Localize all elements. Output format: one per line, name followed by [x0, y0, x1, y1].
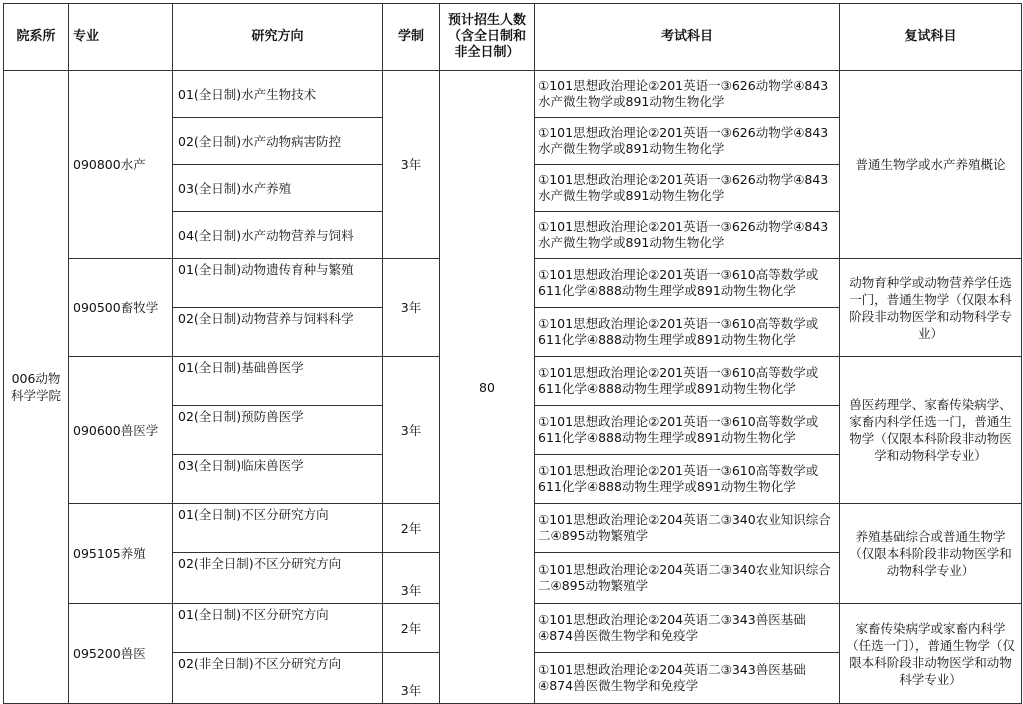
duration-cell: 2年: [383, 504, 440, 553]
exam-cell: ①101思想政治理论②204英语二③343兽医基础④874兽医微生物学和免疫学: [535, 604, 840, 653]
exam-cell: ①101思想政治理论②204英语二③340农业知识综合二④895动物繁殖学: [535, 504, 840, 553]
direction-cell: 01(全日制)基础兽医学: [173, 357, 383, 406]
exam-cell: ①101思想政治理论②201英语一③610高等数学或611化学④888动物生理学或891动物生物化学: [535, 455, 840, 504]
duration-cell: 3年: [383, 71, 440, 259]
dept-cell: 006动物科学学院: [4, 71, 69, 704]
retest-cell: 家畜传染病学或家畜内科学（任选一门），普通生物学（仅限本科阶段非动物医学和动物科学专业）: [840, 604, 1022, 704]
header-exam: 考试科目: [535, 4, 840, 71]
direction-cell: 01(全日制)动物遗传育种与繁殖: [173, 259, 383, 308]
duration-cell: 3年: [383, 653, 440, 704]
exam-cell: ①101思想政治理论②201英语一③626动物学④843水产微生物学或891动物生物化学: [535, 71, 840, 118]
major-cell: 090800水产: [69, 71, 173, 259]
major-cell: 090600兽医学: [69, 357, 173, 504]
direction-cell: 01(全日制)不区分研究方向: [173, 604, 383, 653]
header-direction: 研究方向: [173, 4, 383, 71]
direction-cell: 02(全日制)水产动物病害防控: [173, 118, 383, 165]
duration-cell: 3年: [383, 357, 440, 504]
direction-cell: 02(非全日制)不区分研究方向: [173, 553, 383, 604]
exam-cell: ①101思想政治理论②201英语一③610高等数学或611化学④888动物生理学或891动物生物化学: [535, 308, 840, 357]
header-enroll: 预计招生人数（含全日制和非全日制）: [440, 4, 535, 71]
direction-cell: 02(全日制)预防兽医学: [173, 406, 383, 455]
exam-cell: ①101思想政治理论②204英语二③340农业知识综合二④895动物繁殖学: [535, 553, 840, 604]
direction-cell: 02(全日制)动物营养与饲料科学: [173, 308, 383, 357]
direction-cell: 02(非全日制)不区分研究方向: [173, 653, 383, 704]
exam-cell: ①101思想政治理论②204英语二③343兽医基础④874兽医微生物学和免疫学: [535, 653, 840, 704]
direction-cell: 01(全日制)水产生物技术: [173, 71, 383, 118]
duration-cell: 3年: [383, 553, 440, 604]
header-duration: 学制: [383, 4, 440, 71]
exam-cell: ①101思想政治理论②201英语一③610高等数学或611化学④888动物生理学或891动物生物化学: [535, 357, 840, 406]
exam-cell: ①101思想政治理论②201英语一③626动物学④843水产微生物学或891动物生物化学: [535, 118, 840, 165]
retest-cell: 养殖基础综合或普通生物学（仅限本科阶段非动物医学和动物科学专业）: [840, 504, 1022, 604]
major-cell: 090500畜牧学: [69, 259, 173, 357]
exam-cell: ①101思想政治理论②201英语一③626动物学④843水产微生物学或891动物生物化学: [535, 212, 840, 259]
exam-cell: ①101思想政治理论②201英语一③610高等数学或611化学④888动物生理学或891动物生物化学: [535, 406, 840, 455]
major-cell: 095200兽医: [69, 604, 173, 704]
exam-cell: ①101思想政治理论②201英语一③626动物学④843水产微生物学或891动物生物化学: [535, 165, 840, 212]
retest-cell: 普通生物学或水产养殖概论: [840, 71, 1022, 259]
header-row: [4, 4, 1022, 71]
direction-cell: 03(全日制)临床兽医学: [173, 455, 383, 504]
table-row: [4, 71, 1022, 118]
header-major: 专业: [69, 4, 173, 71]
header-dept: 院系所: [4, 4, 69, 71]
retest-cell: 动物育种学或动物营养学任选一门，普通生物学（仅限本科阶段非动物医学和动物科学专业）: [840, 259, 1022, 357]
enroll-cell: 80: [440, 71, 535, 704]
retest-cell: 兽医药理学、家畜传染病学、家畜内科学任选一门，普通生物学（仅限本科阶段非动物医学和动物科学专业）: [840, 357, 1022, 504]
duration-cell: 3年: [383, 259, 440, 357]
direction-cell: 04(全日制)水产动物营养与饲料: [173, 212, 383, 259]
duration-cell: 2年: [383, 604, 440, 653]
header-retest: 复试科目: [840, 4, 1022, 71]
exam-cell: ①101思想政治理论②201英语一③610高等数学或611化学④888动物生理学或891动物生物化学: [535, 259, 840, 308]
major-cell: 095105养殖: [69, 504, 173, 604]
direction-cell: 03(全日制)水产养殖: [173, 165, 383, 212]
direction-cell: 01(全日制)不区分研究方向: [173, 504, 383, 553]
admissions-table: [3, 3, 1022, 704]
